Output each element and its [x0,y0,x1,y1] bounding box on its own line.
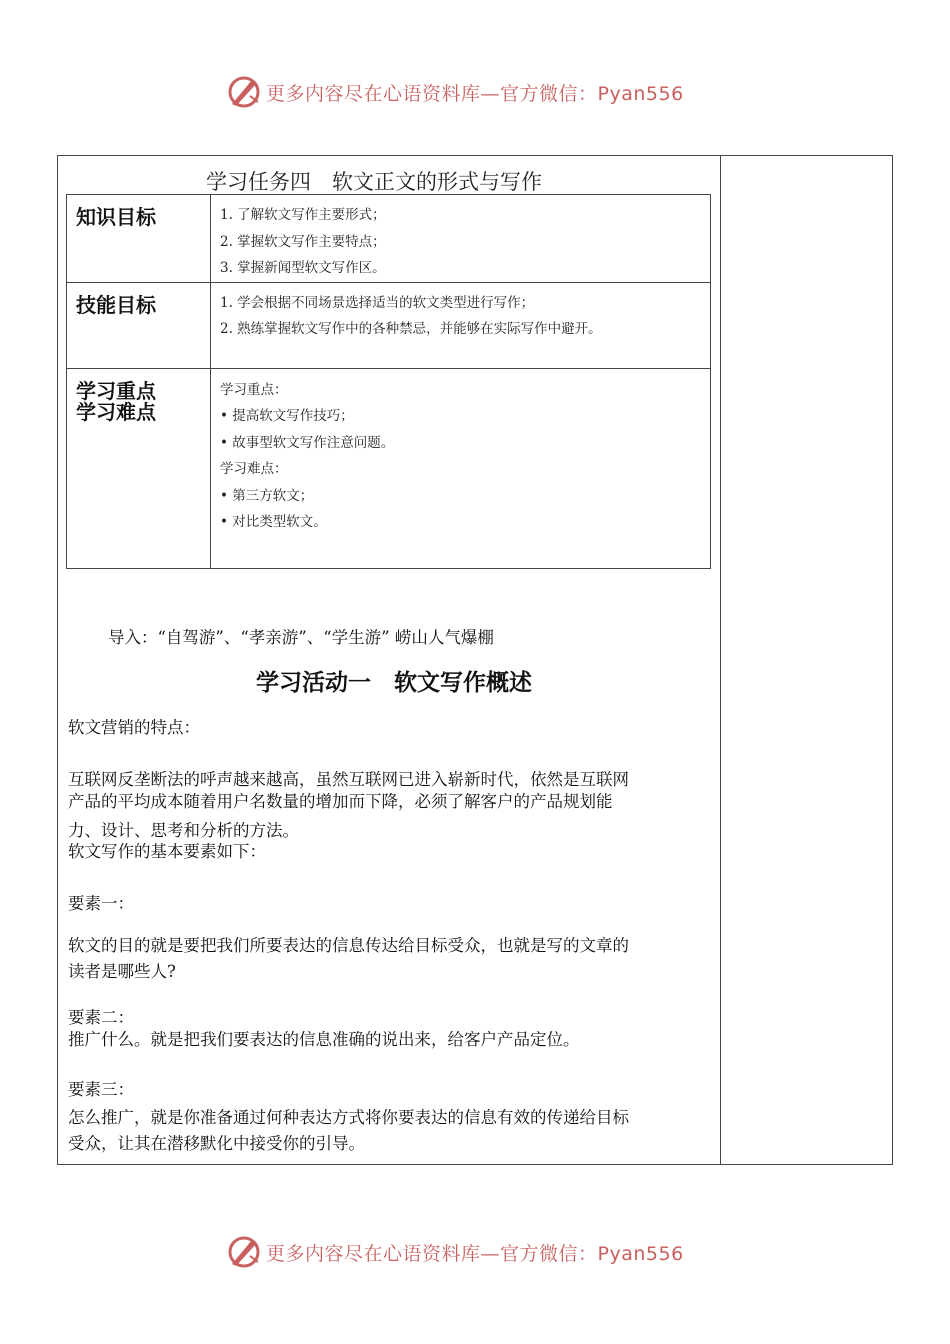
paragraph: 力、设计、思考和分析的方法。 [68,821,299,840]
paragraph: 要素二： [68,1008,134,1027]
paragraph: 软文的目的就是要把我们所要表达的信息传达给目标受众，也就是写的文章的 [68,936,629,955]
paragraph: 受众，让其在潜移默化中接受你的引导。 [68,1134,365,1153]
paragraph: 要素一： [68,894,134,913]
paragraph: 读者是哪些人? [68,962,176,981]
list-item: • 故事型软文写作注意问题。 [220,434,395,451]
intro-text: 导入：“自驾游”、“孝亲游”、“学生游” 崂山人气爆棚 [108,628,494,647]
skill-label: 技能目标 [67,282,211,368]
paragraph: 产品的平均成本随着用户名数量的增加而下降，必须了解客户的产品规划能 [68,792,613,811]
list-item: 学习重点： [220,381,288,398]
list-item: • 第三方软文； [220,487,314,504]
list-item: 学习难点： [220,461,288,477]
objectives-table [66,194,711,569]
focus-label: 学习重点 学习难点 [67,368,211,568]
wechat-id: Pyan556 [597,82,684,105]
list-item: • 提高软文写作技巧； [220,408,354,424]
watermark-text: 更多内容尽在心语资料库—官方微信：Pyan556 [266,82,684,105]
focus-content [211,368,711,568]
paragraph: 软文写作的基本要素如下： [68,842,266,861]
list-item: • 对比类型软文。 [220,514,327,530]
list-item: 2. 掌握软文写作主要特点； [220,233,386,250]
table-row [67,282,711,368]
knowledge-label: 知识目标 [67,195,211,283]
list-item: 2. 熟练掌握软文写作中的各种禁忌，并能够在实际写作中避开。 [220,321,602,337]
paragraph: 互联网反垄断法的呼声越来越高，虽然互联网已进入崭新时代，依然是互联网 [68,770,629,789]
pen-logo-icon [226,1234,262,1270]
table-row [67,195,711,283]
paragraph: 软文营销的特点： [68,718,200,737]
paragraph: 怎么推广，就是你准备通过何种表达方式将你要表达的信息有效的传递给目标 [68,1108,629,1127]
list-item: 3. 掌握新闻型软文写作区。 [220,260,386,276]
table-row [67,368,711,568]
paragraph: 要素三： [68,1080,134,1099]
wechat-id: Pyan556 [597,1242,684,1265]
watermark-text: 更多内容尽在心语资料库—官方微信：Pyan556 [266,1242,684,1265]
right-column-divider [720,155,721,1165]
list-item: 1. 学会根据不同场景选择适当的软文类型进行写作； [220,294,535,311]
paragraph: 推广什么。就是把我们要表达的信息准确的说出来，给客户产品定位。 [68,1030,580,1049]
skill-content [211,282,711,368]
footer-watermark [226,1234,726,1270]
activity-title: 学习活动一 软文写作概述 [256,670,532,696]
pen-logo-icon [226,74,262,110]
header-watermark [226,74,726,110]
list-item: 1. 了解软文写作主要形式； [220,207,386,223]
knowledge-content [211,195,711,283]
task-title: 学习任务四 软文正文的形式与写作 [206,170,542,194]
